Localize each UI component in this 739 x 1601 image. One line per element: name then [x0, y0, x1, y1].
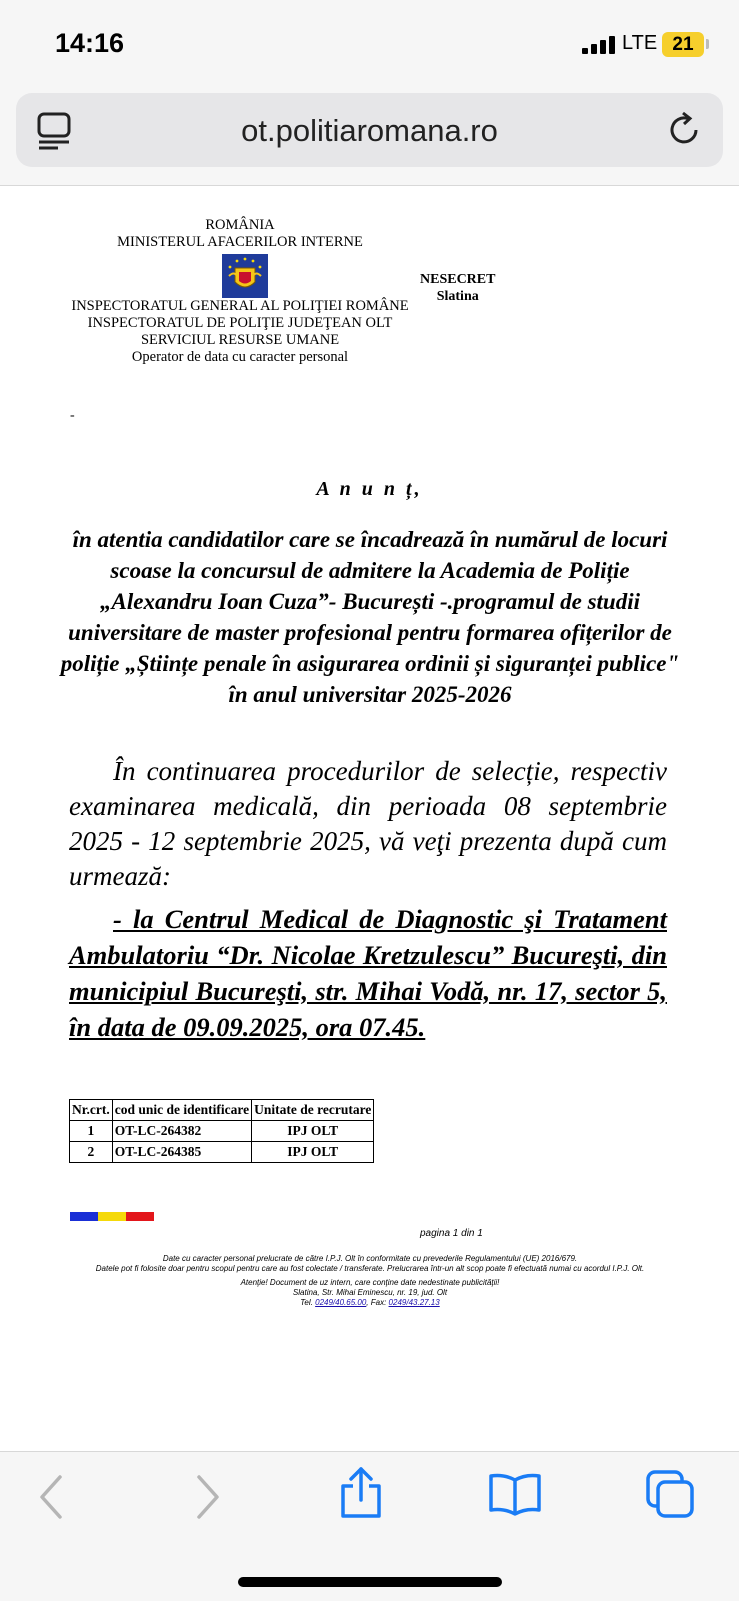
forward-icon[interactable] — [193, 1474, 223, 1520]
footer-notice — [70, 1254, 670, 1308]
fax-label: , Fax: — [366, 1298, 387, 1307]
body-text: În continuarea procedurilor de selecție, respectiv examinarea medicală, din perioada 08 septembrie 2025 - 12 septembrie 2025, vă veţi prezenta după cum urmează: — [69, 756, 667, 891]
signal-icon — [582, 36, 618, 54]
table-row — [70, 1121, 374, 1142]
tabs-icon[interactable] — [645, 1469, 695, 1519]
classification-block — [420, 271, 495, 305]
table-header: Unitate de recrutare — [252, 1100, 374, 1121]
clock: 14:16 — [55, 28, 125, 58]
flag-red — [126, 1212, 154, 1221]
fax-link[interactable]: 0249/43.27.13 — [388, 1298, 440, 1307]
network-label: LTE — [622, 32, 658, 54]
footer-line: Datele pot fi folosite doar pentru scopul pentru care au fost colectate / transferate. Prelucrarea într-un alt scop poate fi efectuată numai cu acordul I.P.J. Olt. — [95, 1264, 645, 1273]
table-cell: IPJ OLT — [252, 1121, 374, 1142]
city-label: Slatina — [436, 289, 479, 304]
header-ministry: MINISTERUL AFACERILOR INTERNE — [117, 234, 363, 250]
battery-tip — [706, 39, 709, 49]
document-page — [0, 186, 739, 1451]
location-paragraph — [69, 901, 667, 1045]
url-text[interactable]: ot.politiaromana.ro — [241, 113, 498, 148]
reload-icon[interactable] — [666, 111, 704, 149]
home-indicator — [238, 1577, 502, 1587]
browser-address-area — [0, 90, 739, 186]
table-header-row — [70, 1100, 374, 1121]
footer-line: Date cu caracter personal prelucrate de către I.P.J. Olt în conformitate cu prevederile Regulamentului (UE) 2016/679. — [162, 1254, 578, 1263]
body-paragraph — [69, 754, 667, 894]
table-cell: IPJ OLT — [252, 1142, 374, 1163]
footer-line: Atenţie! Document de uz intern, care conţine date nedestinate publicităţii! — [240, 1278, 500, 1287]
battery-icon: 21 — [662, 32, 704, 57]
dash-mark: - — [70, 408, 75, 423]
flag-blue — [70, 1212, 98, 1221]
tel-label: Tel. — [300, 1298, 313, 1307]
share-icon[interactable] — [338, 1466, 384, 1520]
candidates-table — [69, 1099, 374, 1163]
table-header: Nr.crt. — [70, 1100, 113, 1121]
header-igpr: INSPECTORATUL GENERAL AL POLIŢIEI ROMÂNE — [71, 298, 409, 314]
table-cell: OT-LC-264385 — [112, 1142, 251, 1163]
header-country: ROMÂNIA — [205, 217, 275, 233]
coat-of-arms-icon — [222, 254, 268, 298]
status-bar — [0, 0, 739, 90]
header-operator: Operator de data cu caracter personal — [131, 349, 349, 365]
address-bar[interactable] — [16, 93, 723, 167]
header-top — [110, 217, 370, 251]
footer-contact — [70, 1298, 670, 1308]
flag-stripe — [70, 1212, 154, 1221]
header-bottom — [60, 298, 420, 366]
flag-yellow — [98, 1212, 126, 1221]
announcement-subtitle: în atentia candidatilor care se încadrează în numărul de locuri scoase la concursul de admitere la Academia de Poliție „Alexandru Ioan Cuza”- București -.programul de studii universitare de master profesional pentru formarea ofițerilor de poliție „Științe penale în asigurarea ordinii și siguranței publice" în anul universitar 2025-2026 — [60, 527, 680, 707]
header-ipj: INSPECTORATUL DE POLIŢIE JUDEŢEAN OLT — [87, 315, 393, 331]
bookmarks-icon[interactable] — [488, 1472, 542, 1516]
table-header: cod unic de identificare — [112, 1100, 251, 1121]
location-text: - la Centrul Medical de Diagnostic şi Tratament Ambulatoriu “Dr. Nicolae Kretzulescu” Bucureşti, din municipiul Bucureşti, str. Mihai Vodă, nr. 17, sector 5, în data de 09.09.2025, ora 07.45. — [69, 904, 667, 1042]
announcement-title: A n u n ț, — [316, 478, 423, 500]
back-icon[interactable] — [36, 1474, 66, 1520]
table-cell: OT-LC-264382 — [112, 1121, 251, 1142]
footer-line: Slatina, Str. Mihai Eminescu, nr. 19, jud. Olt — [292, 1288, 448, 1297]
table-cell: 1 — [70, 1121, 113, 1142]
page-number: pagina 1 din 1 — [420, 1228, 483, 1239]
header-srh: SERVICIUL RESURSE UMANE — [140, 332, 340, 348]
tel-link[interactable]: 0249/40.65.00 — [315, 1298, 367, 1307]
classification-label: NESECRET — [420, 272, 496, 287]
table-cell: 2 — [70, 1142, 113, 1163]
table-row — [70, 1142, 374, 1163]
